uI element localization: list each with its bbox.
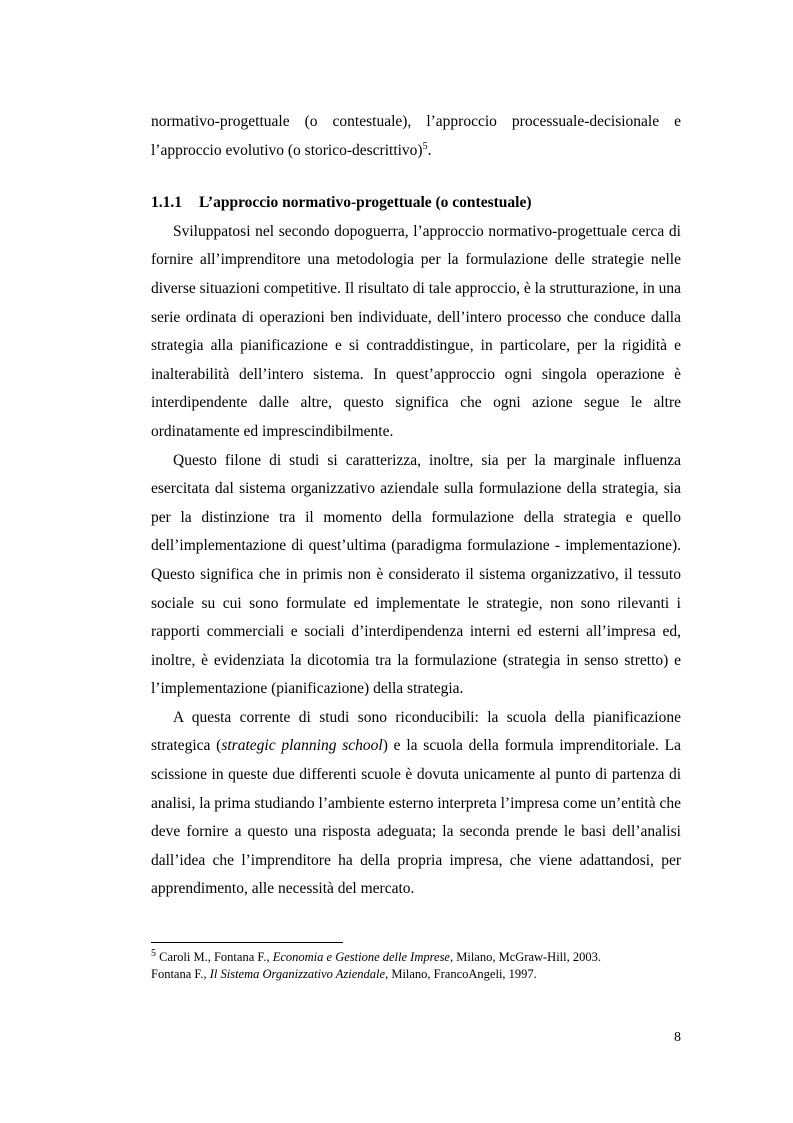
section-number: 1.1.1 bbox=[151, 194, 182, 212]
paragraph-1: Sviluppatosi nel secondo dopoguerra, l’approccio normativo-progettuale cerca di fornire all’imprenditore una metodologia per la formulazione delle strategie nelle diverse situazioni competitive. Il risultato di tale approccio, è la strutturazione, in una serie ordinata di operazioni ben individuate, dell’intero processo che conduce dalla strategia alla pianificazione e si contraddistingue, in particolare, per la rigidità e inalterabilità dell’intero sistema. In quest’approccio ogni singola operazione è interdipendente dalle altre, questo significa che ogni azione segue le altre ordinatamente ed imprescindibilmente. bbox=[151, 222, 681, 440]
footnote-line-1: $^5$ Caroli M., Fontana F., Economia e Gestione delle Imprese, Milano, McGraw-Hill, 2003. bbox=[151, 947, 602, 965]
paragraph-3: A questa corrente di studi sono riconducibili: la scuola della pianificazione strategica (strategic planning school) e la scuola della formula imprenditoriale. La scissione in queste due differenti scuole è dovuta unicamente al punto di partenza di analisi, la prima studiando l’ambiente esterno interpreta l’impresa come un’entità che deve fornire a questo una risposta adeguata; la seconda prende le basi dell’analisi dall’idea che l’imprenditore ha della propria impresa, che viene adattandosi, per apprendimento, alle necessità del mercato. bbox=[151, 708, 681, 898]
footnote-line-2: Fontana F., Il Sistema Organizzativo Aziendale, Milano, FrancoAngeli, 1997. bbox=[151, 967, 537, 982]
italic-term: strategic planning school bbox=[221, 737, 383, 755]
footnote-separator bbox=[151, 942, 343, 943]
section-heading bbox=[151, 189, 681, 218]
footnote-number: 5 bbox=[151, 947, 156, 959]
document-page bbox=[151, 108, 681, 983]
intro-line-2: l’approccio evolutivo (o storico-descrittivo) bbox=[151, 141, 423, 159]
section-title: L’approccio normativo-progettuale (o contestuale) bbox=[199, 194, 532, 212]
paragraph-2: Questo filone di studi si caratterizza, inoltre, sia per la marginale influenza esercitata dal sistema organizzativo aziendale sulla formulazione della strategia, sia per la distinzione tra il momento della formulazione della strategia e quello dell’implementazione di quest’ultima (paradigma formulazione - implementazione). Questo significa che in primis non è considerato il sistema organizzativo, il tessuto sociale su cui sono formulate ed implementate le strategie, non sono rilevanti i rapporti commerciali e sociali d’interdipendenza interni ed esterni all’impresa ed, inoltre, è evidenziata la dicotomia tra la formulazione (strategia in senso stretto) e l’implementazione (pianificazione) della strategia. bbox=[151, 451, 681, 698]
page-number: 8 bbox=[674, 1030, 681, 1045]
intro-line-2-end: . bbox=[427, 141, 432, 159]
footnote-reference[interactable]: 5 bbox=[422, 140, 428, 152]
intro-paragraph bbox=[151, 108, 681, 165]
intro-line-1: normativo-progettuale (o contestuale), l’approccio processuale-decisionale e bbox=[151, 113, 681, 130]
